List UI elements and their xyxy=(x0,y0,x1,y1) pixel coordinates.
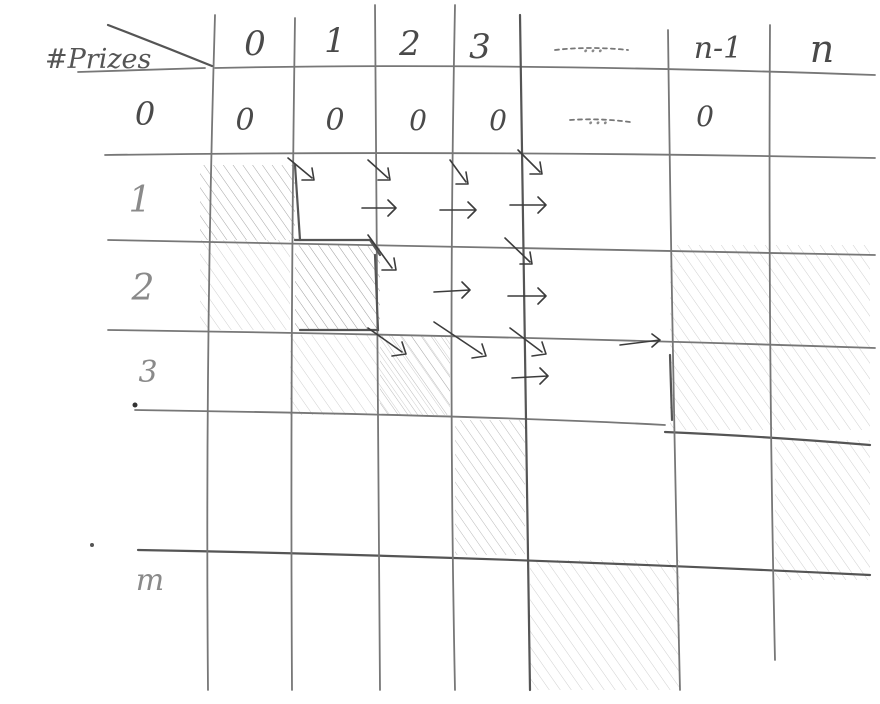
cell-value: 0 xyxy=(696,100,714,133)
hatch-region xyxy=(200,165,295,240)
corner-label: #Prizes xyxy=(45,44,152,75)
cell-value: 0 xyxy=(409,104,427,137)
arrow xyxy=(508,288,546,304)
column-headers xyxy=(244,21,834,71)
arrow xyxy=(505,238,532,264)
column-header: 0 xyxy=(244,24,266,64)
hatch-region xyxy=(380,335,450,415)
dot-mark xyxy=(90,543,94,547)
cell-value: 0 xyxy=(325,103,345,138)
hatch-region xyxy=(455,420,525,555)
row-header: 1 xyxy=(128,180,152,221)
hatch-region xyxy=(775,440,870,580)
column-header: 1 xyxy=(324,21,346,61)
column-header: n-1 xyxy=(693,31,743,66)
arrow xyxy=(510,197,546,213)
grid-line xyxy=(105,153,875,158)
grid-line xyxy=(452,5,456,690)
arrow xyxy=(362,200,396,216)
highlight-box xyxy=(295,165,300,240)
column-header: … xyxy=(582,33,604,58)
row-header: m xyxy=(135,563,165,598)
arrow xyxy=(512,368,548,384)
row-header: 3 xyxy=(138,355,158,390)
grid-line xyxy=(665,432,870,445)
hatch-region xyxy=(200,240,290,330)
grid-line xyxy=(215,66,875,75)
cell-value: 0 xyxy=(489,104,507,137)
row-header: 2 xyxy=(131,268,155,309)
grid-line xyxy=(520,15,530,690)
cell-value: … xyxy=(587,105,609,130)
hatch-region xyxy=(295,245,380,330)
row-headers xyxy=(90,95,164,598)
row-header: 0 xyxy=(134,95,156,133)
arrow xyxy=(510,328,546,356)
column-header: n xyxy=(809,27,835,71)
hatch-region xyxy=(530,560,680,690)
row-zero-values xyxy=(235,100,713,138)
dot-mark xyxy=(133,403,138,408)
arrow xyxy=(368,160,390,180)
column-header: 2 xyxy=(399,24,421,64)
arrow xyxy=(440,202,476,218)
grid-line xyxy=(207,15,215,690)
column-header: 3 xyxy=(469,27,491,67)
cell-value: 0 xyxy=(235,103,255,138)
